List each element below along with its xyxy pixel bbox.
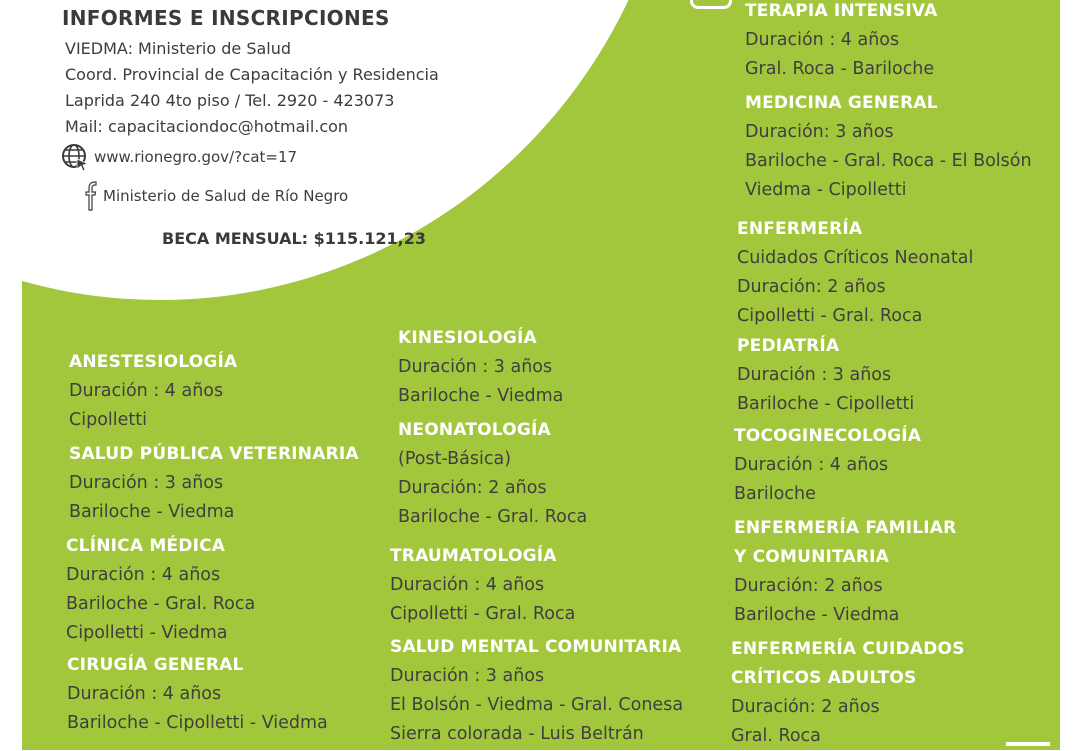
program-detail: Duración: 2 años <box>734 576 883 596</box>
facebook-row[interactable] <box>84 180 348 212</box>
program-detail: Duración : 4 años <box>745 30 900 50</box>
program-enfermeria <box>737 215 973 330</box>
decorative-bar <box>1006 742 1050 746</box>
program-detail: Duración: 3 años <box>745 122 894 142</box>
program-enfermeria-familiar <box>734 514 974 630</box>
program-detail: Bariloche - Cipolletti - Viedma <box>67 712 328 733</box>
program-detail: Duración : 3 años <box>69 473 224 493</box>
program-name: ENFERMERÍA FAMILIAR Y COMUNITARIA <box>734 518 957 567</box>
info-line-address: Laprida 240 4to piso / Tel. 2920 - 423073 <box>65 91 395 110</box>
program-detail: Gral. Roca - Bariloche <box>745 58 935 79</box>
program-terapia-intensiva <box>745 0 937 84</box>
program-detail: Cuidados Críticos Neonatal <box>737 248 974 268</box>
program-salud-mental <box>390 633 683 748</box>
program-detail: Duración: 2 años <box>737 276 886 297</box>
program-detail: Duración : 4 años <box>66 565 221 585</box>
program-detail: Bariloche - Gral. Roca - El Bolsón <box>745 150 1032 171</box>
program-detail: Bariloche - Gral. Roca <box>66 593 256 614</box>
program-name: ENFERMERÍA CUIDADOS CRÍTICOS ADULTOS <box>731 639 965 688</box>
program-anestesiologia <box>69 348 237 435</box>
program-name: TRAUMATOLOGÍA <box>390 546 557 566</box>
program-detail: El Bolsón - Viedma - Gral. Conesa <box>390 694 684 715</box>
program-clinica-medica <box>66 532 255 647</box>
program-detail: Bariloche - Cipolletti <box>737 393 915 414</box>
program-cirugia-general <box>67 651 328 738</box>
program-detail: Cipolletti <box>69 409 147 430</box>
program-name: TOCOGINECOLOGÍA <box>734 426 922 446</box>
program-name: SALUD PÚBLICA VETERINARIA <box>69 444 359 464</box>
info-line-viedma: VIEDMA: Ministerio de Salud <box>65 39 292 58</box>
program-detail: Duración : 3 años <box>398 357 553 377</box>
facebook-icon <box>84 180 100 212</box>
program-name: PEDIATRÍA <box>737 336 840 356</box>
contact-info <box>62 6 439 140</box>
program-detail: Bariloche <box>734 483 816 504</box>
globe-cursor-icon <box>60 142 90 172</box>
info-line-coordination: Coord. Provincial de Capacitación y Residencia <box>65 65 439 84</box>
program-detail: Duración : 4 años <box>69 381 224 401</box>
program-name: CIRUGÍA GENERAL <box>67 655 244 675</box>
program-detail: Cipolletti - Viedma <box>66 622 228 643</box>
program-traumatologia <box>390 542 575 629</box>
program-detail: Duración : 3 años <box>390 666 545 686</box>
program-name: KINESIOLOGÍA <box>398 328 537 348</box>
facebook-link[interactable]: Ministerio de Salud de Río Negro <box>103 187 349 205</box>
program-enfermeria-criticos-adultos <box>731 635 981 751</box>
program-detail: Viedma - Cipolletti <box>745 179 907 200</box>
program-pediatria <box>737 332 914 419</box>
program-salud-publica-veterinaria <box>69 440 359 527</box>
program-detail: Sierra colorada - Luis Beltrán <box>390 723 644 744</box>
program-detail: (Post-Básica) <box>398 449 512 469</box>
program-detail: Duración : 4 años <box>390 575 545 595</box>
program-detail: Bariloche - Viedma <box>734 604 900 625</box>
program-detail: Duración: 2 años <box>398 477 547 498</box>
program-detail: Cipolletti - Gral. Roca <box>737 305 923 326</box>
program-name: SALUD MENTAL COMUNITARIA <box>390 637 682 657</box>
monthly-grant: BECA MENSUAL: $115.121,23 <box>162 229 426 248</box>
program-kinesiologia <box>398 324 563 411</box>
program-tocoginecologia <box>734 422 921 509</box>
program-name: TERAPIA INTENSIVA <box>745 1 938 21</box>
info-title: INFORMES E INSCRIPCIONES <box>62 6 390 30</box>
program-neonatologia <box>398 416 587 531</box>
program-detail: Gral. Roca <box>731 725 821 746</box>
program-name: MEDICINA GENERAL <box>745 93 938 113</box>
info-line-mail: Mail: capacitaciondoc@hotmail.con <box>65 117 349 136</box>
program-detail: Bariloche - Viedma <box>69 501 235 522</box>
program-detail: Cipolletti - Gral. Roca <box>390 603 576 624</box>
program-name: NEONATOLOGÍA <box>398 420 551 440</box>
program-detail: Duración: 2 años <box>731 697 880 717</box>
program-name: CLÍNICA MÉDICA <box>66 536 226 556</box>
program-detail: Bariloche - Gral. Roca <box>398 506 588 527</box>
program-medicina-general <box>745 89 1032 204</box>
program-name: ENFERMERÍA <box>737 219 863 239</box>
decorative-bracket-icon <box>690 0 732 9</box>
program-detail: Duración : 3 años <box>737 365 892 385</box>
program-detail: Duración : 4 años <box>67 684 222 704</box>
website-link[interactable]: www.rionegro.gov/?cat=17 <box>94 148 298 166</box>
program-detail: Bariloche - Viedma <box>398 385 564 406</box>
website-row[interactable] <box>60 142 297 172</box>
program-name: ANESTESIOLOGÍA <box>69 352 238 372</box>
program-detail: Duración : 4 años <box>734 455 889 475</box>
